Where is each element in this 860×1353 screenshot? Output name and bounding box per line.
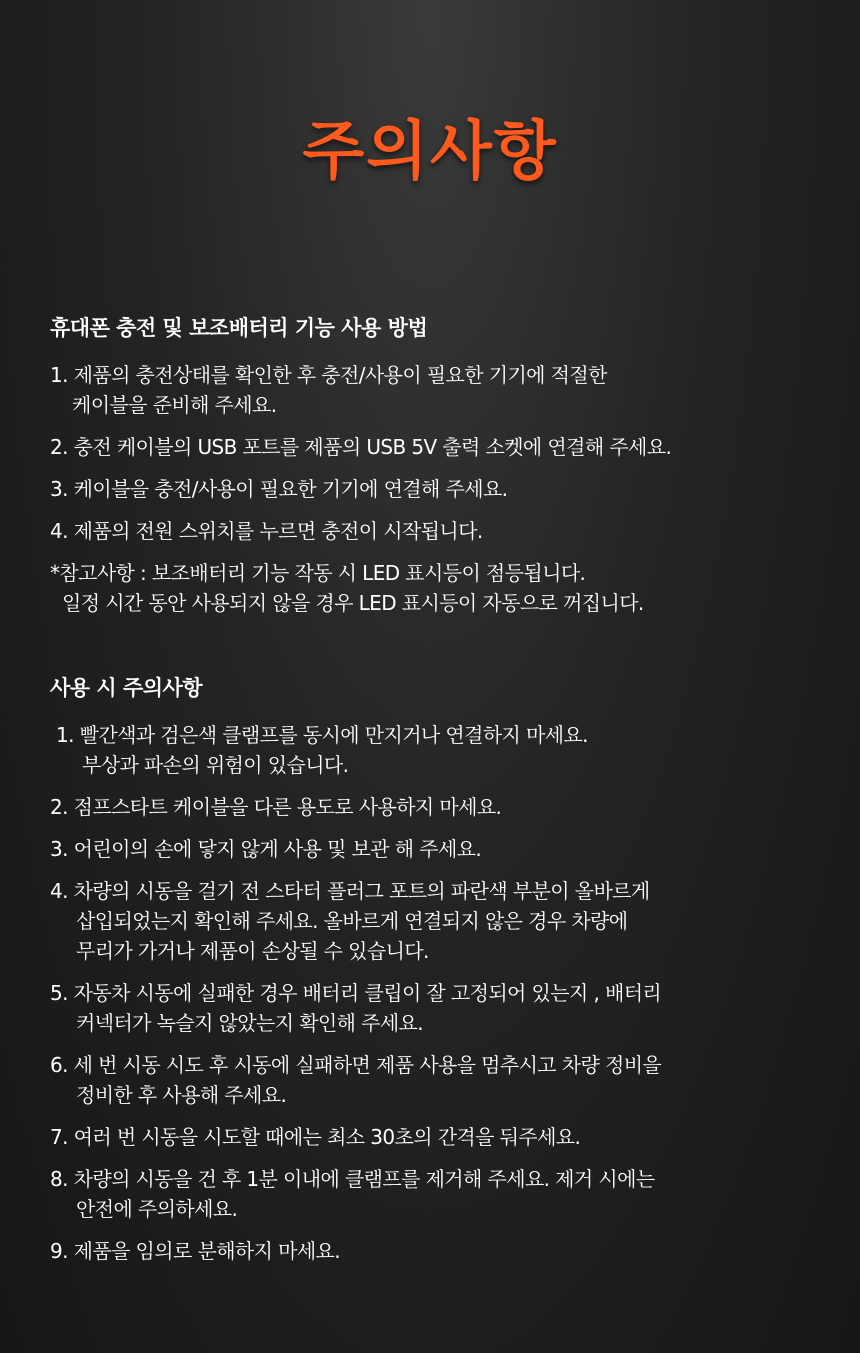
list-item: 8. 차량의 시동을 건 후 1분 이내에 클램프를 제거해 주세요. 제거 시에는 안전에 주의하세요.: [50, 1167, 655, 1221]
list-item: 4. 제품의 전원 스위치를 누르면 충전이 시작됩니다.: [50, 519, 483, 543]
usage-method-section: [50, 312, 820, 630]
caution-section: [50, 672, 820, 1278]
list-item: 3. 케이블을 충전/사용이 필요한 기기에 연결해 주세요.: [50, 477, 508, 501]
list-item: 3. 어린이의 손에 닿지 않게 사용 및 보관 해 주세요.: [50, 837, 482, 861]
list-item: 2. 충전 케이블의 USB 포트를 제품의 USB 5V 출력 소켓에 연결해 주세요.: [50, 435, 672, 459]
usage-method-heading: 휴대폰 충전 및 보조배터리 기능 사용 방법: [50, 316, 428, 340]
note-item: *참고사항 : 보조배터리 기능 작동 시 LED 표시등이 점등됩니다. 일정 시간 동안 사용되지 않을 경우 LED 표시등이 자동으로 꺼집니다.: [50, 561, 644, 615]
list-item: 2. 점프스타트 케이블을 다른 용도로 사용하지 마세요.: [50, 795, 502, 819]
list-item: 7. 여러 번 시동을 시도할 때에는 최소 30초의 간격을 둬주세요.: [50, 1125, 581, 1149]
list-item: 5. 자동차 시동에 실패한 경우 배터리 클립이 잘 고정되어 있는지 , 배터리 커넥터가 녹슬지 않았는지 확인해 주세요.: [50, 981, 662, 1035]
caution-heading: 사용 시 주의사항: [50, 676, 203, 700]
list-item: 6. 세 번 시동 시도 후 시동에 실패하면 제품 사용을 멈추시고 차량 정비을 정비한 후 사용해 주세요.: [50, 1053, 662, 1107]
list-item: 1. 빨간색과 검은색 클램프를 동시에 만지거나 연결하지 마세요. 부상과 파손의 위험이 있습니다.: [56, 723, 588, 777]
page-title: 주의사항: [302, 115, 558, 189]
list-item: 4. 차량의 시동을 걸기 전 스타터 플러그 포트의 파란색 부분이 올바르게 삽입되었는지 확인해 주세요. 올바르게 연결되지 않은 경우 차량에 무리가 가거나 제품이 손상될 수 있습니다.: [50, 879, 650, 963]
list-item: 9. 제품을 임의로 분해하지 마세요.: [50, 1239, 341, 1263]
list-item: 1. 제품의 충전상태를 확인한 후 충전/사용이 필요한 기기에 적절한 케이블을 준비해 주세요.: [50, 363, 607, 417]
